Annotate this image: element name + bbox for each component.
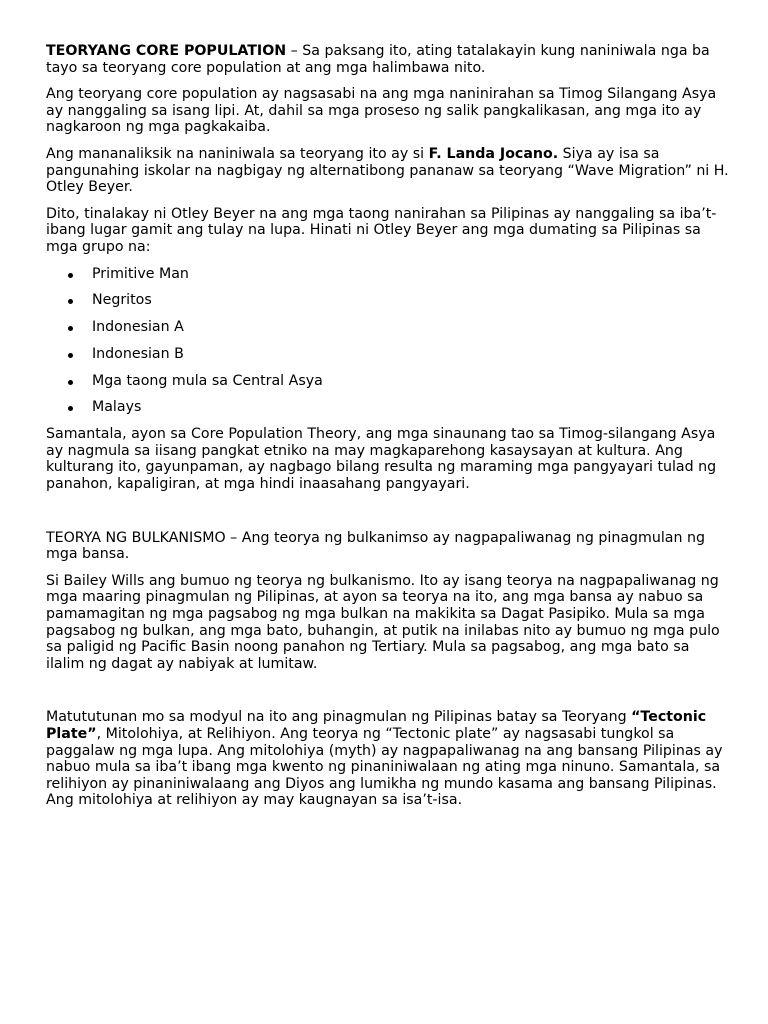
core-population-heading: TEORYANG CORE POPULATION <box>46 43 287 59</box>
section-spacer <box>46 503 730 530</box>
bulkanismo-intro: TEORYA NG BULKANISMO – Ang teorya ng bulkanimso ay nagpapaliwanag ng pinagmulan ng mga bansa. <box>46 529 705 563</box>
researcher-intro-text: Ang mananaliksik na naniniwala sa teoryang ito ay si <box>46 145 429 162</box>
list-item: Negritos <box>92 292 730 309</box>
list-item: Malays <box>92 399 730 416</box>
module-summary-intro: Matututunan mo sa modyul na ito ang pinagmulan ng Pilipinas batay sa Teoryang <box>46 709 632 726</box>
core-population-paragraph-3: Dito, tinalakay ni Otley Beyer na ang mga taong nanirahan sa Pilipinas ay nanggaling sa iba’t-ibang lugar gamit ang tulay na lupa. Hinati ni Otley Beyer ang mga dumating sa Pilipinas sa mga grupo na: <box>46 205 717 255</box>
core-population-intro-text: – Sa paksang ito, ating tatalakayin kung naniniwala nga ba tayo sa teoryang core population at ang mga halimbawa nito. <box>46 43 710 76</box>
core-population-intro <box>46 43 730 76</box>
tectonic-plate-term: “Tectonic Plate” <box>46 709 707 742</box>
list-item: Primitive Man <box>92 266 730 283</box>
module-summary-text: , Mitolohiya, at Relihiyon. Ang teorya ng “Tectonic plate” ay nagsasabi tungkol sa paggalaw ng mga lupa. Ang mitolohiya (myth) ay nagpapaliwanag na ang bansang Pilipinas ay nabuo mula sa iba’t ibang mga kwento ng pinaniniwalaan ng ating mga ninuno. Samantala, sa relihiyon ay pinaniniwalaang ang Diyos ang lumikha ng mundo kasama ang bansang Pilipinas. Ang mitolohiya at relihiyon ay may kaugnayan sa isa’t-isa. <box>46 725 723 809</box>
module-summary-paragraph <box>46 709 730 809</box>
migration-groups-list <box>46 266 730 417</box>
document-page <box>46 43 730 819</box>
section-spacer <box>46 682 730 709</box>
core-population-paragraph-4: Samantala, ayon sa Core Population Theory, ang mga sinaunang tao sa Timog-silangang Asya ay nagmula sa iisang pangkat etniko na may magkaparehong kasaysayan at kultura. Ang kulturang ito, gayunpaman, ay nagbago bilang resulta ng maraming mga pangyayari tulad ng panahon, kapaligiran, at mga hindi inaasahang pangyayari. <box>46 426 717 492</box>
core-population-paragraph-1: Ang teoryang core population ay nagsasabi na ang mga naninirahan sa Timog Silangang Asya ay nanggaling sa isang lipi. At, dahil sa mga proseso ng salik pangkalikasan, ang mga ito ay nagkaroon ng mga pagkakaiba. <box>46 86 717 136</box>
list-item: Indonesian B <box>92 346 730 363</box>
core-population-paragraph-2 <box>46 146 730 196</box>
list-item: Mga taong mula sa Central Asya <box>92 373 730 390</box>
researcher-name: F. Landa Jocano. <box>428 145 559 162</box>
list-item: Indonesian A <box>92 319 730 336</box>
bulkanismo-paragraph: Si Bailey Wills ang bumuo ng teorya ng bulkanismo. Ito ay isang teorya na nagpapaliwanag ng mga maaring pinagmulan ng Pilipinas, at ayon sa teorya na ito, ang mga bansa ay nabuo sa pamamagitan ng mga pagsabog ng mga bulkan na makikita sa Dagat Pasipiko. Mula sa mga pagsabog ng bulkan, ang mga bato, buhangin, at putik na inilabas nito ay bumuo ng mga pulo sa paligid ng Pacific Basin noong panahon ng Tertiary. Mula sa pagsabog, ang mga bato sa ilalim ng dagat ay nabiyak at lumitaw. <box>46 572 720 672</box>
researcher-description: Siya ay isa sa pangunahing iskolar na nagbigay ng alternatibong pananaw sa teoryang “Wave Migration” ni H. Otley Beyer. <box>46 145 729 196</box>
